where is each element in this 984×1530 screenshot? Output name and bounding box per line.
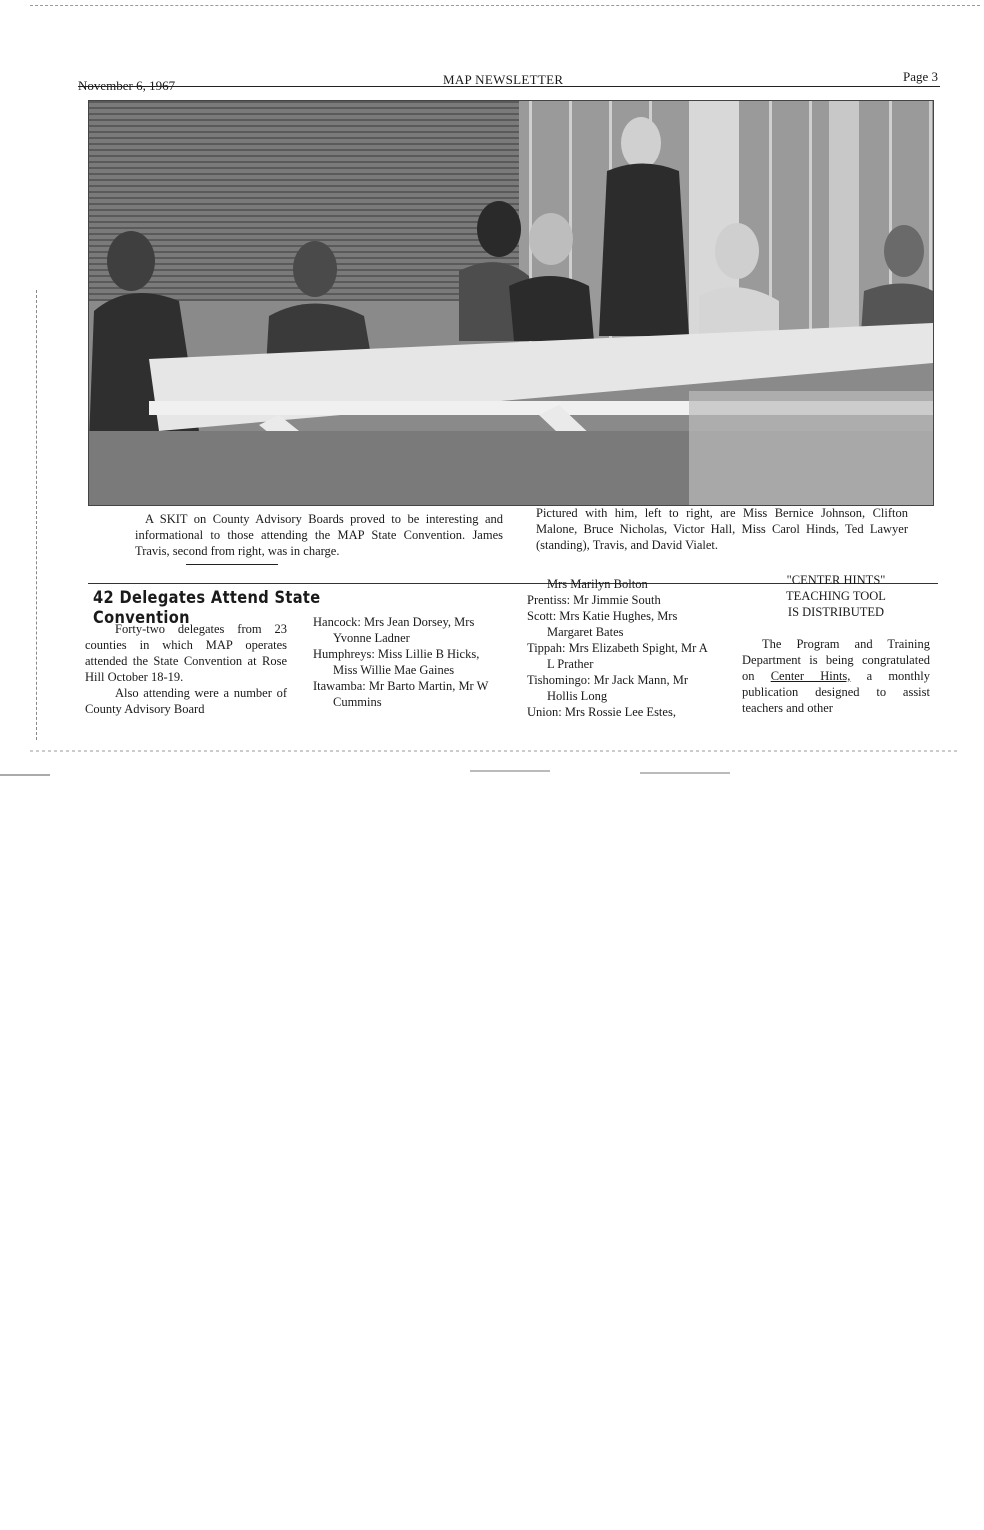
sidebar-text: a monthly publication designed to assist teachers and other [742,669,930,715]
page-number: Page 3 [902,69,938,84]
article-column-2 [313,614,501,710]
header-rule [78,86,940,87]
county-delegates: Itawamba: Mr Barto Martin, Mr W Cummins [313,679,489,709]
newsletter-header [78,69,938,94]
photo-illustration [89,101,933,505]
article-paragraph: Also attending were a number of County Advisory Board [85,686,287,716]
issue-date: November 6, 1967 [78,78,176,93]
publication-title: Center Hints, [770,669,851,683]
page-left-edge-mark [36,290,39,740]
sidebar-article [742,572,930,716]
sidebar-headline-line: TEACHING TOOL [786,589,886,603]
photo-caption-right: Pictured with him, left to right, are Miss Bernice Johnson, Clifton Malone, Bruce Nicholas, Victor Hall, Miss Carol Hinds, Ted Lawyer (standing), Travis, and David Vialet. [536,506,908,552]
county-delegates: Union: Mrs Rossie Lee Estes, [527,705,676,719]
county-delegates: Hancock: Mrs Jean Dorsey, Mrs Yvonne Ladner [313,615,475,645]
photo-caption-left: A SKIT on County Advisory Boards proved to be interesting and informational to those attending the MAP State Convention. James Travis, second from right, was in charge. [135,512,503,558]
article-paragraph: Forty-two delegates from 23 counties in which MAP operates attended the State Convention at Rose Hill October 18-19. [85,622,287,684]
county-delegates: Prentiss: Mr Jimmie South [527,593,661,607]
sidebar-text: The Program and Training Department is being congratulated on [742,637,930,683]
caption-name-underline [186,564,278,565]
article-column-1 [85,621,287,717]
sidebar-headline-line: IS DISTRIBUTED [787,605,885,619]
county-delegates: Scott: Mrs Katie Hughes, Mrs Margaret Bates [527,609,678,639]
article-column-3 [527,576,717,720]
county-delegates: Tishomingo: Mr Jack Mann, Mr Hollis Long [527,673,689,703]
sidebar-paragraph [742,636,930,716]
county-delegates: Tippah: Mrs Elizabeth Spight, Mr A L Prather [527,641,708,671]
county-delegates: Humphreys: Miss Lillie B Hicks, Miss Willie Mae Gaines [313,647,480,677]
page-bottom-edge [0,748,984,788]
article-headline: 42 Delegates Attend State Convention [93,588,321,628]
county-delegates: Mrs Marilyn Bolton [547,577,648,591]
page-top-edge [30,5,980,6]
skit-photo [88,100,934,506]
sidebar-headline-line: "CENTER HINTS" [786,573,886,587]
newsletter-title: MAP NEWSLETTER [443,72,564,87]
